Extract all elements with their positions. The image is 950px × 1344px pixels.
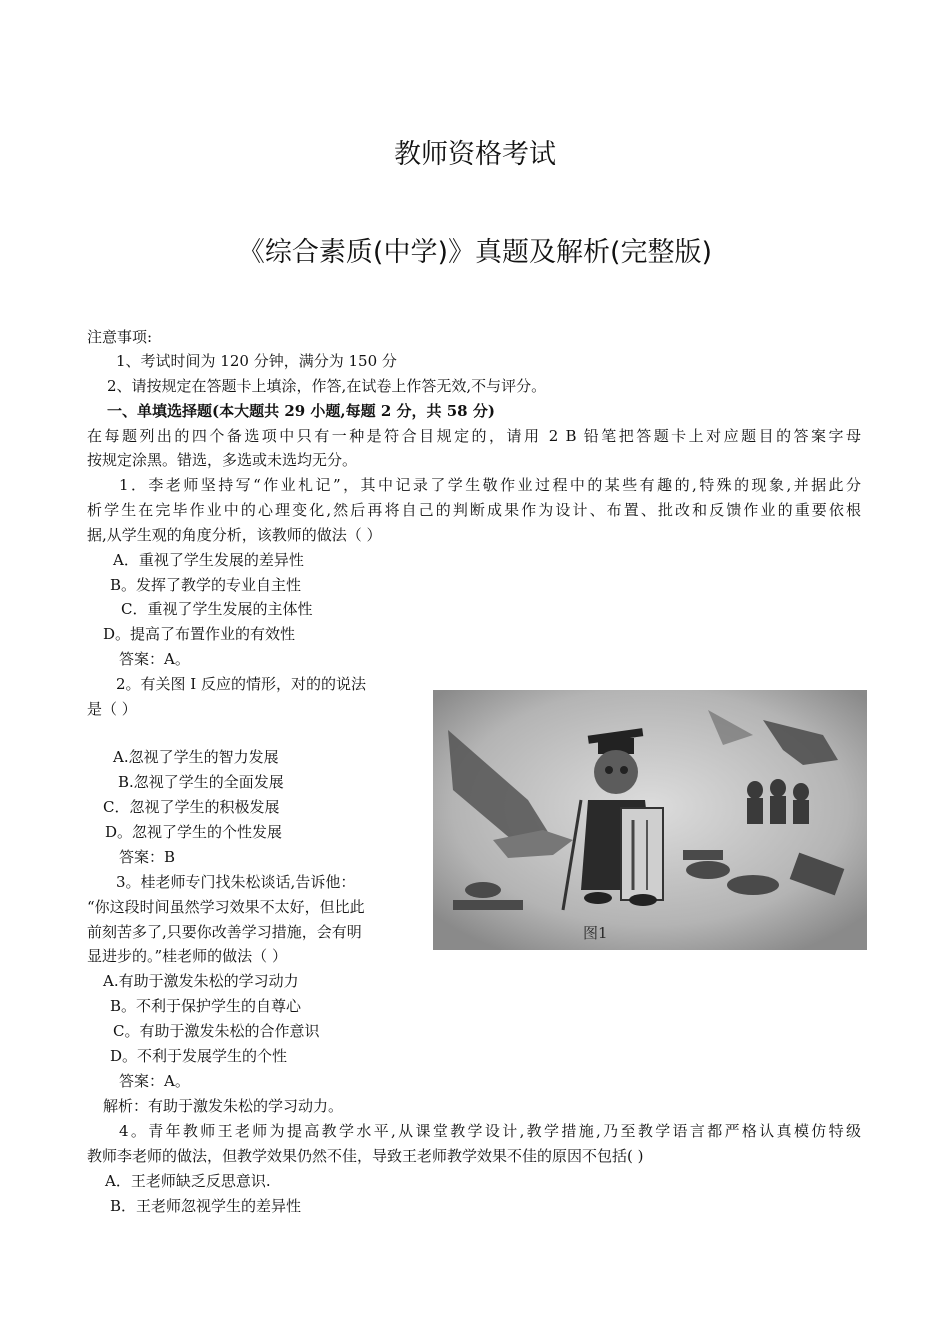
question-2-option-a: A.忽视了学生的智力发展 (113, 748, 279, 766)
question-1-option-b: B。发挥了教学的专业自主性 (110, 576, 302, 594)
notice-item: 2、请按规定在答题卡上填涂，作答,在试卷上作答无效,不与评分。 (107, 377, 547, 395)
question-3-answer: 答案：A。 (119, 1072, 190, 1090)
question-4-stem: 教师李老师的做法，但教学效果仍然不佳，导致王老师教学效果不佳的原因不包括( ) (87, 1147, 644, 1165)
document-title: 教师资格考试 (394, 139, 556, 170)
section-instruction: 在每题列出的四个备选项中只有一种是符合目规定的，请用 2 B 铅笔把答题卡上对应题目的答案字母 (87, 427, 861, 445)
question-3-stem: 显进步的。”桂老师的做法（ ） (87, 947, 287, 965)
question-1-stem: 析学生在完毕作业中的心理变化,然后再将自己的判断成果作为设计、布置、批改和反馈作业的重要依根 (87, 501, 861, 519)
cartoon-illustration (433, 690, 867, 950)
question-4-option-b: B．王老师忽视学生的差异性 (110, 1197, 302, 1215)
document-subtitle: 《综合素质(中学)》真题及解析(完整版) (237, 237, 713, 268)
question-4-stem: 4。青年教师王老师为提高教学水平,从课堂教学设计,教学措施,乃至教学语言都严格认真模仿特级 (119, 1122, 861, 1140)
notice-item: 1、考试时间为 120 分钟，满分为 150 分 (116, 352, 397, 370)
question-3-stem: “你这段时间虽然学习效果不太好，但比此 (87, 898, 365, 916)
question-2-stem: 是（ ） (87, 700, 137, 718)
question-1-stem: 据,从学生观的角度分析，该教师的做法（ ） (87, 526, 382, 544)
question-3-stem: 3。桂老师专门找朱松谈话,告诉他： (116, 873, 356, 891)
notice-heading: 注意事项: (87, 328, 153, 346)
section-instruction: 按规定涂黑。错选，多选或未选均无分。 (87, 451, 358, 469)
question-2-stem: 2。有关图 I 反应的情形，对的的说法 (116, 675, 367, 693)
question-3-option-d: D。不利于发展学生的个性 (110, 1047, 288, 1065)
question-3-analysis: 解析：有助于激发朱松的学习动力。 (103, 1097, 344, 1115)
question-2-option-d: D。忽视了学生的个性发展 (105, 823, 283, 841)
section-heading: 一、单填选择题(本大题共 29 小题,每题 2 分，共 58 分) (107, 402, 495, 420)
question-1-option-d: D。提高了布置作业的有效性 (103, 625, 296, 643)
question-3-option-b: B。不利于保护学生的自尊心 (110, 997, 302, 1015)
question-2-answer: 答案：B (119, 848, 176, 866)
question-2-option-c: C．忽视了学生的积极发展 (103, 798, 280, 816)
question-3-stem: 前刻苦多了,只要你改善学习措施，会有明 (87, 923, 362, 941)
question-3-option-c: C。有助于激发朱松的合作意识 (113, 1022, 320, 1040)
question-1-stem: 1．李老师坚持写“作业札记”，其中记录了学生敬作业过程中的某些有趣的,特殊的现象,并据此分 (119, 476, 861, 494)
question-2-figure (433, 690, 867, 950)
question-1-option-c: C．重视了学生发展的主体性 (121, 600, 313, 618)
question-3-option-a: A.有助于激发朱松的学习动力 (103, 972, 299, 990)
question-4-option-a: A．王老师缺乏反思意识. (105, 1172, 271, 1190)
question-1-answer: 答案：A。 (119, 650, 190, 668)
figure-caption: 图1 (583, 924, 608, 942)
question-1-option-a: A．重视了学生发展的差异性 (113, 551, 304, 569)
question-2-option-b: B.忽视了学生的全面发展 (118, 773, 284, 791)
